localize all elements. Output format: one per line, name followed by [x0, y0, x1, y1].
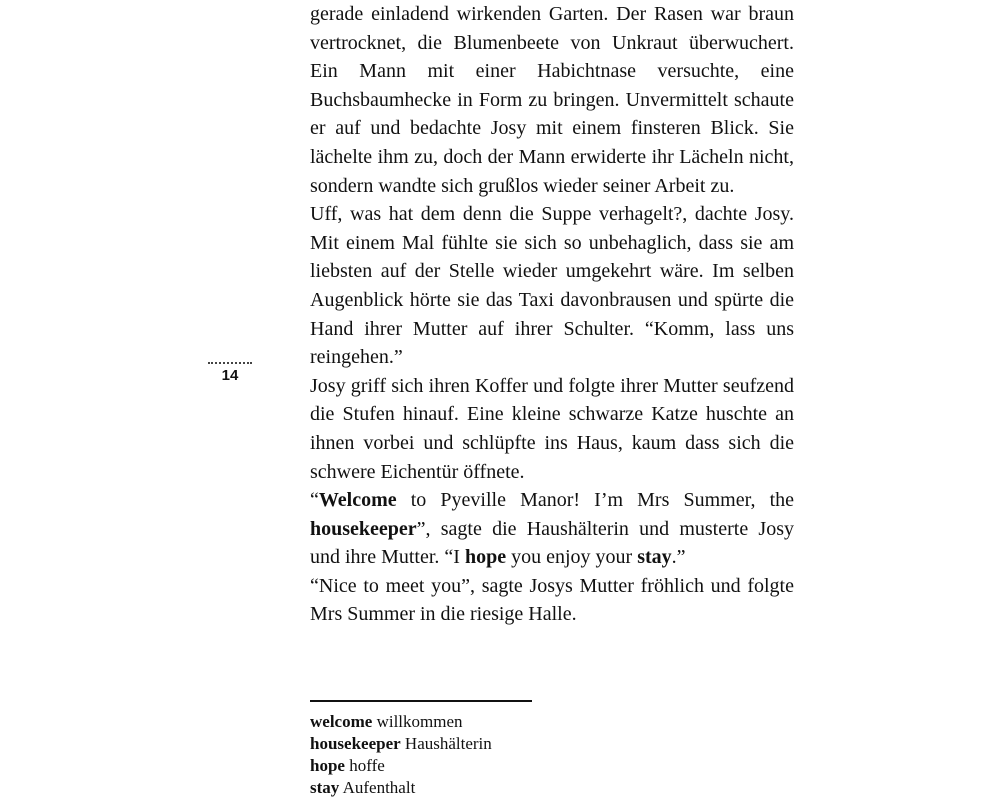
vocabulary-divider: [310, 700, 532, 702]
vocabulary-list: [310, 711, 794, 799]
body-text-segment: to Pyeville Manor! I’m Mrs Summer, the: [396, 489, 794, 512]
vocabulary-section: [310, 700, 794, 799]
body-paragraph: [310, 200, 794, 372]
vocabulary-translation: willkommen: [372, 712, 463, 731]
vocabulary-translation: Aufenthalt: [339, 778, 416, 797]
body-text-segment: ”, sagte die Haushälterin und musterte Josy und ihre Mutter. “I: [310, 517, 794, 569]
vocabulary-word: stay: [310, 778, 340, 797]
text-block: [310, 0, 794, 692]
body-text-segment: “: [310, 489, 319, 512]
page-number-dotted-rule: [208, 362, 252, 364]
body-text-segment: “Nice to meet you”, sagte Josys Mutter fröhlich und folgte Mrs Summer in die riesige Halle.: [310, 574, 794, 626]
vocabulary-item: [310, 711, 794, 733]
body-paragraph: [310, 486, 794, 572]
body-paragraph: [310, 0, 794, 200]
body-paragraph: [310, 372, 794, 486]
body-text-segment: gerade einladend wirkenden Garten. Der Rasen war braun vertrocknet, die Blumenbeete von Unkraut überwuchert. Ein Mann mit einer Habichtnase versuchte, eine Buchsbaumhecke in Form zu bringen. Unvermittelt schaute er auf und bedachte Josy mit einem finsteren Blick. Sie lächelte ihm zu, doch der Mann erwiderte ihr Lächeln nicht, sondern wandte sich grußlos wieder seiner Arbeit zu.: [310, 3, 794, 197]
vocabulary-word: housekeeper: [310, 734, 401, 753]
body-text-segment: Uff, was hat dem denn die Suppe verhagelt?, dachte Josy. Mit einem Mal fühlte sie sich so unbehaglich, dass sie am liebsten auf der Stelle wieder umgekehrt wäre. Im selben Augenblick hörte sie das Taxi davonbrausen und spürte die Hand ihrer Mutter auf ihrer Schulter. “Komm, lass uns reingehen.”: [310, 203, 794, 369]
body-text-bold-segment: housekeeper: [310, 517, 417, 540]
body-text-bold-segment: stay: [637, 546, 672, 569]
vocabulary-translation: Haushälterin: [400, 734, 492, 753]
body-paragraph: [310, 572, 794, 629]
body-text-segment: you enjoy your: [506, 546, 638, 569]
body-text-bold-segment: hope: [464, 546, 507, 569]
body-text-bold-segment: Welcome: [318, 489, 397, 512]
vocabulary-item: [310, 777, 794, 799]
vocabulary-word: welcome: [310, 712, 373, 731]
vocabulary-word: hope: [310, 756, 345, 775]
body-text-segment: .”: [671, 546, 686, 569]
page-number-marker: [208, 362, 252, 384]
body-text-segment: Josy griff sich ihren Koffer und folgte ihrer Mutter seufzend die Stufen hinauf. Eine kleine schwarze Katze huschte an ihnen vorbei und schlüpfte ins Haus, kaum dass sich die schwere Eichentür öffnete.: [310, 374, 794, 483]
vocabulary-translation: hoffe: [344, 756, 385, 775]
vocabulary-item: [310, 733, 794, 755]
vocabulary-item: [310, 755, 794, 777]
page-number: 14: [221, 367, 239, 384]
